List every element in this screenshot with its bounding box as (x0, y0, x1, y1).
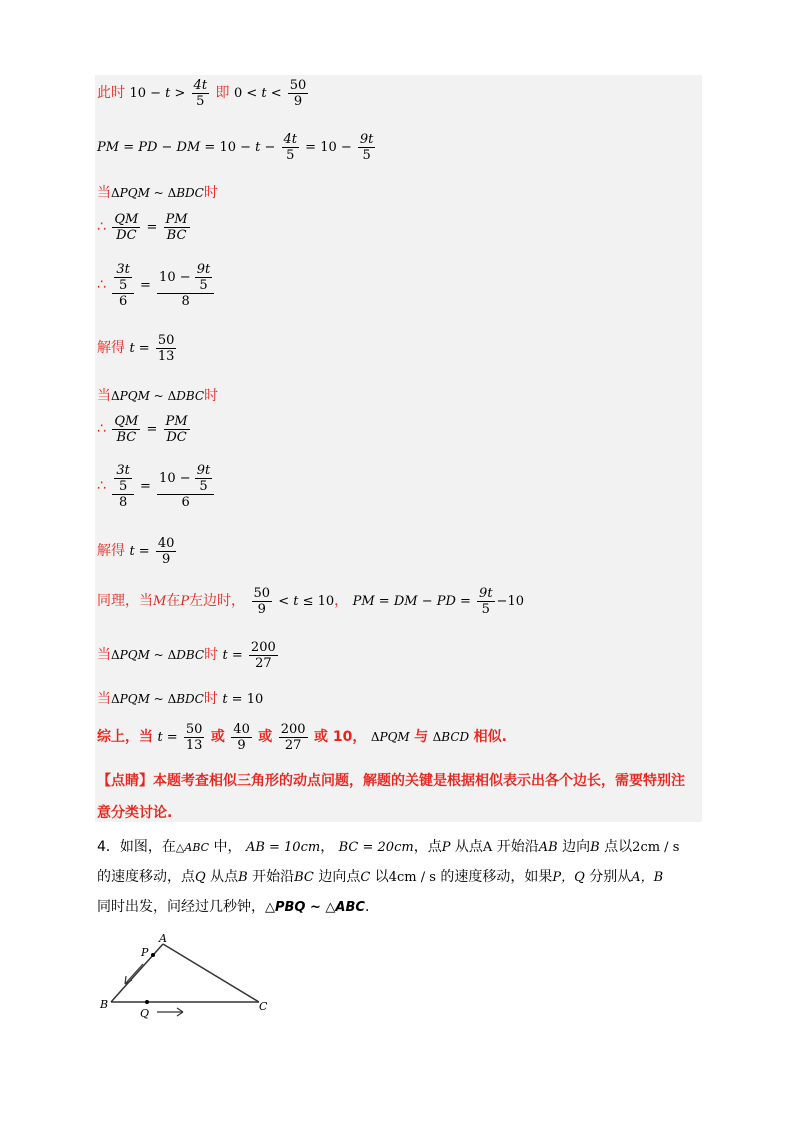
line-solve1: 解得 t = $\frac{50}{13}$ (97, 333, 178, 364)
line-ratio1: ∴ $\frac{QM}{DC}$ = $\frac{PM}{BC}$ (97, 212, 192, 243)
line-eq2: ∴ $\frac{\frac{3t}{5}}{8}$ = 10 − $\frac{9t}{5}$ 6 (97, 463, 216, 510)
math-t1: t = $\frac{50}{13}$ (129, 333, 175, 364)
line-case2: 当ΔPQM ~ ΔDBC时 (97, 388, 219, 404)
math-eq2: $\frac{\frac{3t}{5}}{8}$ = 10 − $\frac{9t}{5}$ 6 (110, 479, 216, 494)
triangle-figure (95, 930, 275, 1020)
label-Q: Q (140, 1007, 150, 1020)
line-eq1: ∴ $\frac{\frac{3t}{5}}{6}$ = 10 − $\frac{9t}{5}$ 8 (97, 262, 216, 309)
math-sim1: ΔPQM ~ ΔBDC (111, 186, 204, 200)
text-ji: 即 (215, 85, 230, 101)
question-line1: 4．如图，在△ABC 中， AB = 10cm， BC = 20cm，点P 从点A 开始沿AB 边向B 点以2cm / s (97, 839, 680, 855)
line-case1: 当ΔPQM ~ ΔBDC时 (97, 185, 218, 201)
line-case3: 当ΔPQM ~ ΔDBC时 t = $\frac{200}{27}$ (97, 640, 280, 671)
math-ratio2: $\frac{QM}{BC}$ = $\frac{PM}{DC}$ (114, 414, 188, 445)
line-solve2: 解得 t = $\frac{40}{9}$ (97, 536, 178, 567)
math-t3: t = $\frac{200}{27}$ (222, 640, 276, 671)
line-pm (97, 132, 377, 163)
math-sim2: ΔPQM ~ ΔDBC (111, 389, 205, 403)
math-eq1: $\frac{\frac{3t}{5}}{6}$ = 10 − $\frac{9t}{5}$ 8 (110, 278, 216, 293)
math-ineq1: 10 − t > $\frac{4t}{5}$ (129, 78, 208, 109)
dianjing-line2: 意分类讨论. (97, 805, 173, 821)
label-P: P (141, 946, 149, 959)
math-pm2: PM = DM − PD = $\frac{9t}{5}$ −10 (352, 586, 524, 617)
label-A: A (159, 932, 167, 945)
math-range: $\frac{50}{9}$ < t ≤ 10 (253, 586, 335, 617)
line-tongli: 同理，当M在P左边时， $\frac{50}{9}$ < t ≤ 10， PM = DM − PD = $\frac{9t}{5}$ −10 (97, 586, 524, 617)
math-pm: PM = PD − DM = 10 − t − $\frac{4t}{5}$ = 10 − $\frac{9t}{5}$ (97, 132, 374, 163)
math-ineq2: 0 < t < $\frac{50}{9}$ (233, 78, 307, 109)
math-ratio1: $\frac{QM}{DC}$ = $\frac{PM}{BC}$ (114, 212, 188, 243)
question-line2: 的速度移动，点Q 从点B 开始沿BC 边向点C 以4cm / s 的速度移动，如果P，Q 分别从A，B (97, 869, 664, 885)
line-case4: 当ΔPQM ~ ΔBDC时 t = 10 (97, 691, 264, 707)
line-ratio2: ∴ $\frac{QM}{BC}$ = $\frac{PM}{DC}$ (97, 414, 192, 445)
text-cishi: 此时 (97, 85, 125, 101)
question-line3: 同时出发，问经过几秒钟，△PBQ ~ △ABC. (97, 899, 370, 915)
label-C: C (259, 1000, 268, 1013)
math-t2: t = $\frac{40}{9}$ (129, 536, 175, 567)
line-conclusion: 综上，当 t = $\frac{50}{13}$ 或 $\frac{40}{9}$ 或 $\frac{200}{27}$ 或 10， ΔPQM 与 ΔBCD 相似. (97, 722, 507, 753)
line-cishi (97, 78, 310, 109)
dianjing-line1: 【点睛】本题考查相似三角形的动点问题，解题的关键是根据相似表示出各个边长，需要特别注 (97, 773, 685, 789)
label-B: B (100, 998, 109, 1011)
math-t4: t = 10 (222, 692, 264, 707)
